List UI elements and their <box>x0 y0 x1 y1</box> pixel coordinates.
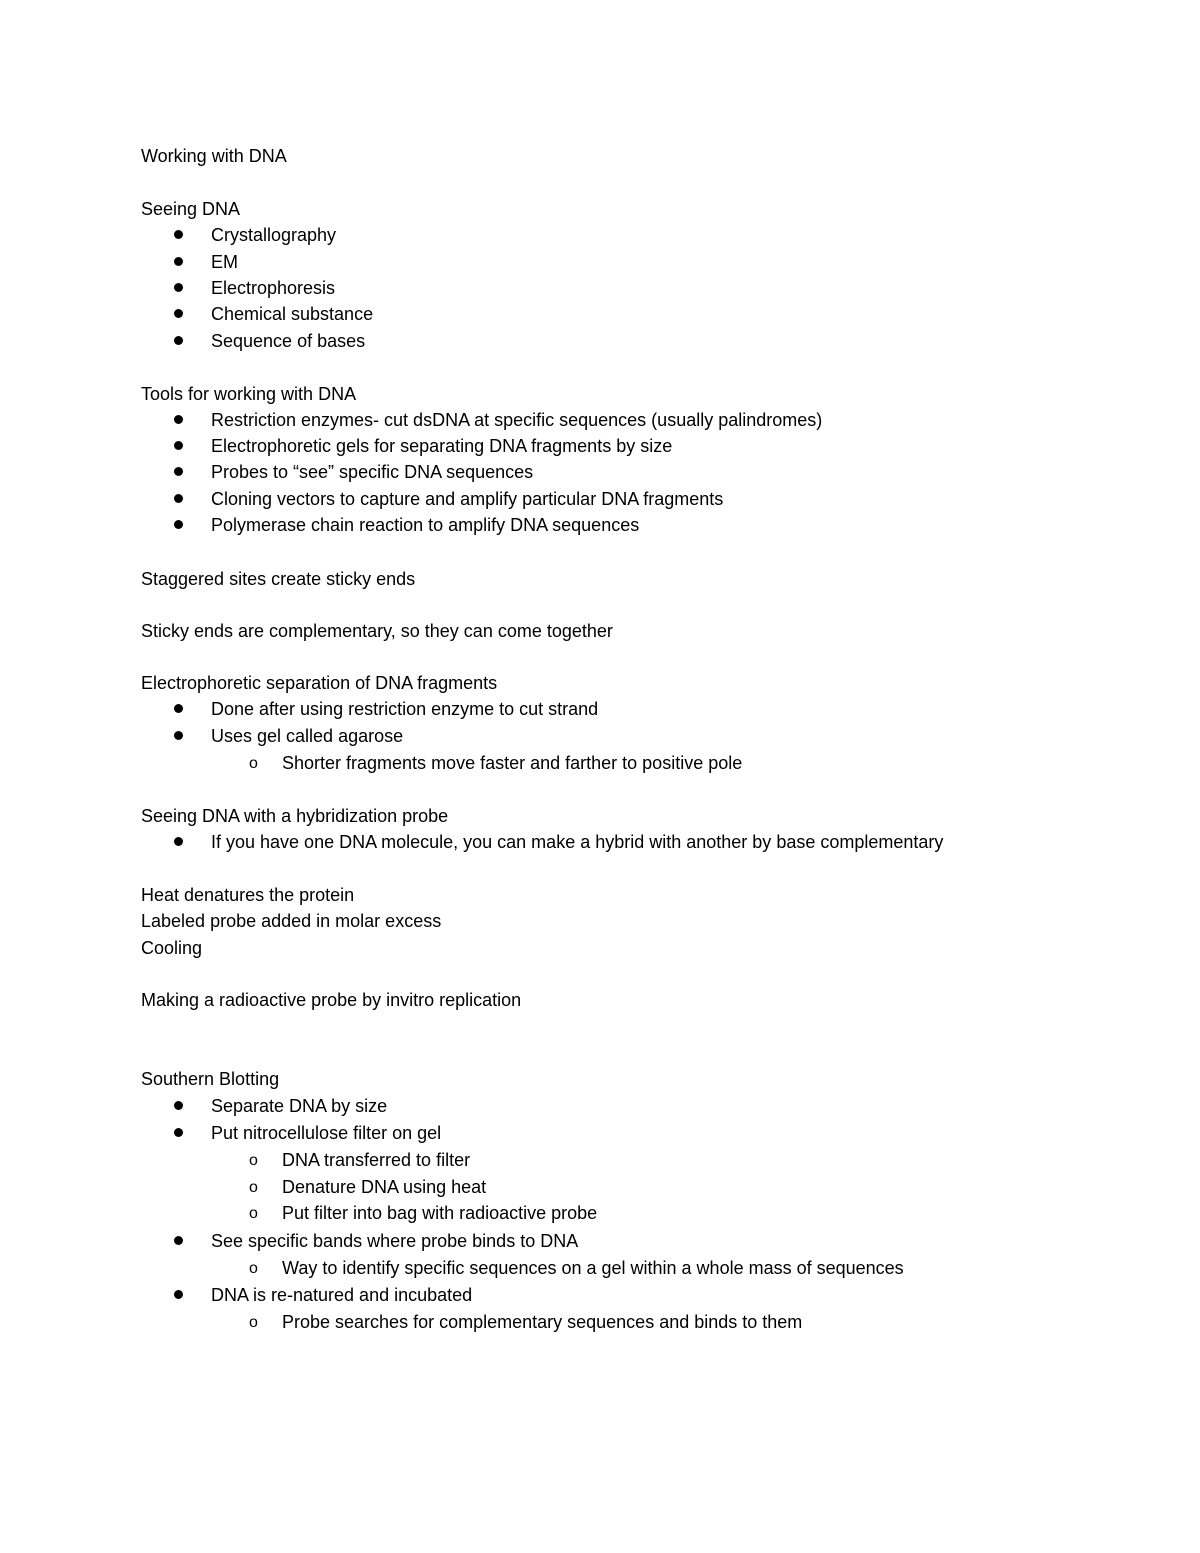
bullet-icon <box>174 1290 183 1299</box>
bullet-icon <box>174 704 183 713</box>
bullet-icon <box>174 257 183 266</box>
radioactive-text: Making a radioactive probe by invitro replication <box>141 990 522 1010</box>
bullet-icon <box>174 230 183 239</box>
list-item: Polymerase chain reaction to amplify DNA sequences <box>211 515 640 535</box>
list-item: Probes to “see” specific DNA sequences <box>211 462 534 482</box>
bullet-icon <box>174 1128 183 1137</box>
sub-list-item: Way to identify specific sequences on a gel within a whole mass of sequences <box>282 1258 904 1278</box>
sub-bullet-icon: o <box>249 1205 258 1222</box>
list-item: Done after using restriction enzyme to cut strand <box>211 699 599 719</box>
cooling-text: Cooling <box>141 938 203 958</box>
seeing-dna-heading: Seeing DNA <box>141 199 241 219</box>
bullet-icon <box>174 467 183 476</box>
bullet-icon <box>174 837 183 846</box>
tools-heading: Tools for working with DNA <box>141 384 357 404</box>
bullet-icon <box>174 520 183 529</box>
sub-list-item: Denature DNA using heat <box>282 1177 487 1197</box>
bullet-icon <box>174 731 183 740</box>
bullet-icon <box>174 336 183 345</box>
list-item: Crystallography <box>211 225 337 245</box>
staggered-text: Staggered sites create sticky ends <box>141 569 416 589</box>
list-item: Chemical substance <box>211 304 374 324</box>
list-item: EM <box>211 252 238 272</box>
electrophoretic-heading: Electrophoretic separation of DNA fragments <box>141 673 498 693</box>
list-item: Electrophoresis <box>211 278 336 298</box>
list-item: Separate DNA by size <box>211 1096 388 1116</box>
southern-heading: Southern Blotting <box>141 1069 280 1089</box>
bullet-icon <box>174 1236 183 1245</box>
sub-bullet-icon: o <box>249 1152 258 1169</box>
sub-list-item: Probe searches for complementary sequences and binds to them <box>282 1312 803 1332</box>
sub-list-item: Shorter fragments move faster and farther to positive pole <box>282 753 743 773</box>
sub-bullet-icon: o <box>249 1260 258 1277</box>
sub-list-item: Put filter into bag with radioactive probe <box>282 1203 598 1223</box>
sub-bullet-icon: o <box>249 1179 258 1196</box>
list-item: Uses gel called agarose <box>211 726 404 746</box>
hybridization-heading: Seeing DNA with a hybridization probe <box>141 806 449 826</box>
list-item: Cloning vectors to capture and amplify particular DNA fragments <box>211 489 724 509</box>
list-item: Sequence of bases <box>211 331 366 351</box>
sub-bullet-icon: o <box>249 755 258 772</box>
bullet-icon <box>174 283 183 292</box>
list-item: Put nitrocellulose filter on gel <box>211 1123 442 1143</box>
list-item: If you have one DNA molecule, you can make a hybrid with another by base complementary <box>211 832 944 852</box>
labeled-text: Labeled probe added in molar excess <box>141 911 442 931</box>
bullet-icon <box>174 494 183 503</box>
bullet-icon <box>174 441 183 450</box>
list-item: DNA is re-natured and incubated <box>211 1285 473 1305</box>
bullet-icon <box>174 1101 183 1110</box>
sub-list-item: DNA transferred to filter <box>282 1150 471 1170</box>
list-item: Electrophoretic gels for separating DNA fragments by size <box>211 436 673 456</box>
bullet-icon <box>174 415 183 424</box>
bullet-icon <box>174 309 183 318</box>
document-title: Working with DNA <box>141 146 287 166</box>
heat-text: Heat denatures the protein <box>141 885 355 905</box>
list-item: See specific bands where probe binds to DNA <box>211 1231 579 1251</box>
sticky-text: Sticky ends are complementary, so they can come together <box>141 621 613 641</box>
sub-bullet-icon: o <box>249 1314 258 1331</box>
list-item: Restriction enzymes- cut dsDNA at specific sequences (usually palindromes) <box>211 410 823 430</box>
